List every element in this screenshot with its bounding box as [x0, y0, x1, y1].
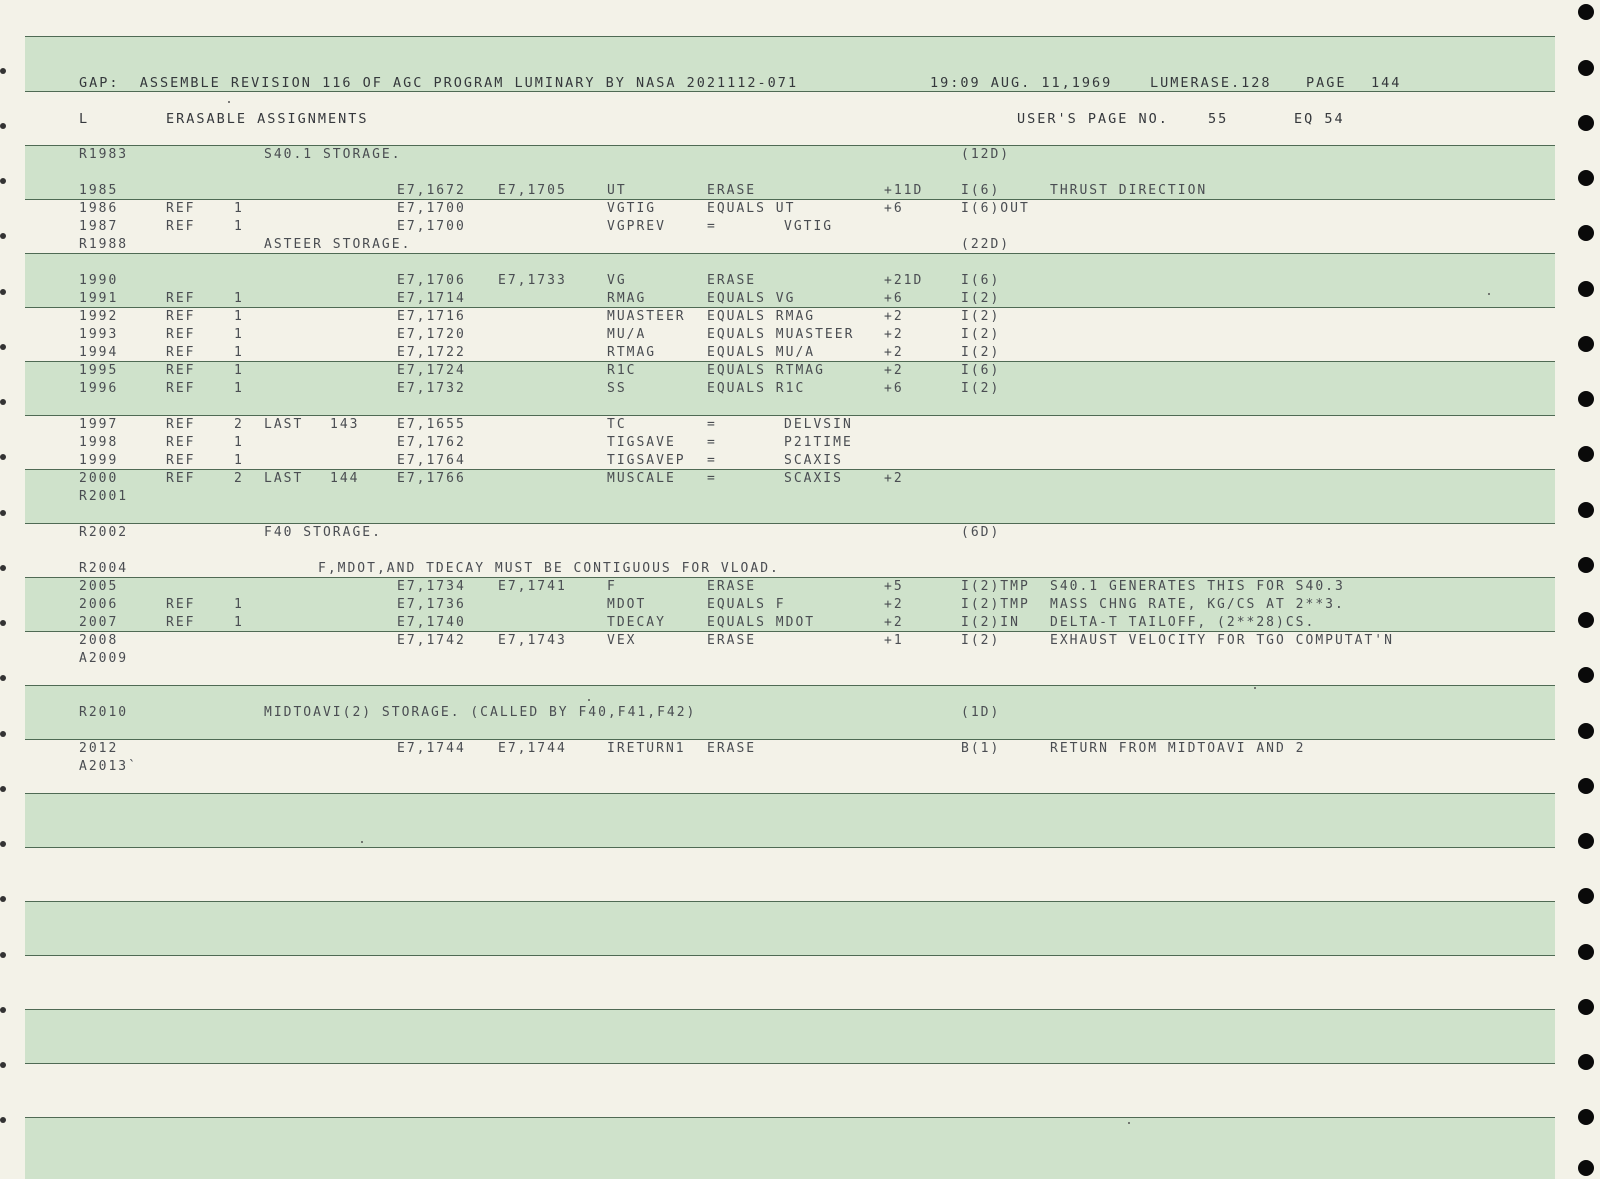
operation: EQUALS MDOT	[707, 615, 816, 630]
paper-speck	[1254, 687, 1256, 689]
location-start: E7,1716	[397, 309, 466, 324]
ref-count: 1	[234, 615, 244, 630]
operation: =	[707, 219, 717, 234]
band-rule	[25, 36, 1555, 37]
tractor-hole	[1578, 1054, 1594, 1070]
symbol: UT	[607, 183, 627, 198]
tractor-hole	[1578, 60, 1594, 76]
location-start: E7,1714	[397, 291, 466, 306]
location-start: E7,1766	[397, 471, 466, 486]
line-number: 1996	[79, 381, 119, 396]
ref-count: 1	[234, 201, 244, 216]
green-bar-band	[25, 901, 1555, 955]
type-field: I(2)TMP	[961, 597, 1030, 612]
ref-count: 1	[234, 219, 244, 234]
left-perforation	[0, 233, 6, 239]
band-rule	[25, 793, 1555, 794]
ref-count: 1	[234, 435, 244, 450]
tractor-hole	[1578, 4, 1594, 20]
tractor-hole	[1578, 944, 1594, 960]
operation: =	[707, 471, 717, 486]
line-number: R2002	[79, 525, 129, 540]
paper-speck	[1488, 293, 1490, 295]
left-perforation	[0, 123, 6, 129]
operation: ERASE	[707, 273, 757, 288]
ref-flag: REF	[166, 327, 196, 342]
ref-count: 1	[234, 291, 244, 306]
type-field: I(2)	[961, 291, 1001, 306]
location-end: E7,1743	[498, 633, 567, 648]
operation: EQUALS RTMAG	[707, 363, 825, 378]
size-field: +11D	[884, 183, 924, 198]
line-number: 2000	[79, 471, 119, 486]
tractor-hole	[1578, 612, 1594, 628]
type-field: B(1)	[961, 741, 1001, 756]
left-perforation	[0, 896, 6, 902]
size-field: +2	[884, 363, 904, 378]
size-field: +1	[884, 633, 904, 648]
assembly-line: GAP: ASSEMBLE REVISION 116 OF AGC PROGRAM LUMINARY BY NASA 2021112-071	[79, 75, 799, 91]
size-field: +21D	[884, 273, 924, 288]
ref-count: 2	[234, 471, 244, 486]
operand: SCAXIS	[784, 453, 843, 468]
line-number: R2010	[79, 705, 129, 720]
ref-flag: REF	[166, 291, 196, 306]
line-number: R2004	[79, 561, 129, 576]
size-field: +2	[884, 471, 904, 486]
line-number: 2005	[79, 579, 119, 594]
ref-flag: REF	[166, 435, 196, 450]
symbol: MU/A	[607, 327, 647, 342]
type-field: I(2)TMP	[961, 579, 1030, 594]
type-field: I(2)	[961, 327, 1001, 342]
symbol: IRETURN1	[607, 741, 686, 756]
left-perforation	[0, 510, 6, 516]
type-field: (6D)	[961, 525, 1001, 540]
tractor-hole	[1578, 723, 1594, 739]
operand: DELVSIN	[784, 417, 853, 432]
line-number: 1990	[79, 273, 119, 288]
eq-label: EQ 54	[1294, 111, 1345, 127]
left-perforation	[0, 675, 6, 681]
tractor-hole	[1578, 557, 1594, 573]
ref-flag: REF	[166, 471, 196, 486]
ref-flag: REF	[166, 453, 196, 468]
location-end: E7,1705	[498, 183, 567, 198]
band-rule	[25, 847, 1555, 848]
location-start: E7,1742	[397, 633, 466, 648]
left-perforation	[0, 841, 6, 847]
paper-speck	[228, 101, 230, 103]
band-rule	[25, 253, 1555, 254]
line-number: 1999	[79, 453, 119, 468]
location-start: E7,1740	[397, 615, 466, 630]
ref-flag: REF	[166, 417, 196, 432]
symbol: F	[607, 579, 617, 594]
tractor-hole	[1578, 336, 1594, 352]
band-rule	[25, 1117, 1555, 1118]
timestamp: 19:09 AUG. 11,1969	[930, 75, 1113, 91]
symbol: R1C	[607, 363, 637, 378]
symbol: MUSCALE	[607, 471, 676, 486]
ref-flag: REF	[166, 309, 196, 324]
left-perforation	[0, 565, 6, 571]
type-field: I(6)	[961, 273, 1001, 288]
band-rule	[25, 901, 1555, 902]
type-field: I(2)	[961, 309, 1001, 324]
remark: EXHAUST VELOCITY FOR TGO COMPUTAT'N	[1050, 633, 1394, 648]
section-comment: S40.1 STORAGE.	[264, 147, 402, 162]
remark: RETURN FROM MIDTOAVI AND 2	[1050, 741, 1306, 756]
left-perforation	[0, 1062, 6, 1068]
type-field: (22D)	[961, 237, 1011, 252]
location-start: E7,1732	[397, 381, 466, 396]
tractor-hole	[1578, 888, 1594, 904]
line-number: 2012	[79, 741, 119, 756]
ref-count: 1	[234, 327, 244, 342]
type-field: I(2)	[961, 381, 1001, 396]
green-bar-band	[25, 1117, 1555, 1179]
symbol: VGPREV	[607, 219, 666, 234]
left-perforation	[0, 289, 6, 295]
location-start: E7,1734	[397, 579, 466, 594]
left-perforation	[0, 786, 6, 792]
operation: =	[707, 435, 717, 450]
size-field: +2	[884, 345, 904, 360]
tractor-hole	[1578, 391, 1594, 407]
location-start: E7,1700	[397, 219, 466, 234]
location-start: E7,1700	[397, 201, 466, 216]
left-perforation	[0, 952, 6, 958]
operation: ERASE	[707, 183, 757, 198]
section-title: ERASABLE ASSIGNMENTS	[166, 111, 369, 127]
tractor-hole	[1578, 502, 1594, 518]
tractor-hole	[1578, 281, 1594, 297]
operation: EQUALS R1C	[707, 381, 806, 396]
log-section: LUMERASE.128	[1150, 75, 1272, 91]
line-number: 1992	[79, 309, 119, 324]
band-rule	[25, 955, 1555, 956]
remark: MASS CHNG RATE, KG/CS AT 2**3.	[1050, 597, 1345, 612]
section-comment: MIDTOAVI(2) STORAGE. (CALLED BY F40,F41,F42)	[264, 705, 697, 720]
tractor-hole	[1578, 999, 1594, 1015]
left-perforation	[0, 731, 6, 737]
ref-flag: REF	[166, 345, 196, 360]
ref-flag: REF	[166, 363, 196, 378]
symbol: VEX	[607, 633, 637, 648]
last-label: LAST	[264, 417, 304, 432]
tractor-hole	[1578, 446, 1594, 462]
ref-count: 1	[234, 381, 244, 396]
type-code: L	[79, 111, 90, 127]
band-rule	[25, 1009, 1555, 1010]
line-number: A2013`	[79, 759, 138, 774]
operand: SCAXIS	[784, 471, 843, 486]
line-number: 2007	[79, 615, 119, 630]
symbol: VGTIG	[607, 201, 657, 216]
section-comment: F40 STORAGE.	[264, 525, 382, 540]
line-number: 1995	[79, 363, 119, 378]
operation: =	[707, 453, 717, 468]
location-start: E7,1672	[397, 183, 466, 198]
ref-count: 1	[234, 345, 244, 360]
line-number: 1998	[79, 435, 119, 450]
symbol: SS	[607, 381, 627, 396]
line-number: 1986	[79, 201, 119, 216]
remark: S40.1 GENERATES THIS FOR S40.3	[1050, 579, 1345, 594]
type-field: I(6)	[961, 183, 1001, 198]
line-number: A2009	[79, 651, 129, 666]
paper-speck	[588, 699, 590, 701]
line-number: 2006	[79, 597, 119, 612]
ref-flag: REF	[166, 201, 196, 216]
left-perforation	[0, 454, 6, 460]
location-start: E7,1720	[397, 327, 466, 342]
location-start: E7,1655	[397, 417, 466, 432]
ref-flag: REF	[166, 381, 196, 396]
line-number: 1991	[79, 291, 119, 306]
ref-count: 2	[234, 417, 244, 432]
left-perforation	[0, 178, 6, 184]
ref-count: 1	[234, 309, 244, 324]
left-perforation	[0, 620, 6, 626]
remark: THRUST DIRECTION	[1050, 183, 1208, 198]
location-start: E7,1722	[397, 345, 466, 360]
comment-text: F,MDOT,AND TDECAY MUST BE CONTIGUOUS FOR VLOAD.	[318, 561, 780, 576]
ref-flag: REF	[166, 219, 196, 234]
location-end: E7,1744	[498, 741, 567, 756]
operation: EQUALS MU/A	[707, 345, 816, 360]
band-rule	[25, 1063, 1555, 1064]
size-field: +2	[884, 327, 904, 342]
location-start: E7,1764	[397, 453, 466, 468]
last-page: 143	[330, 417, 360, 432]
operation: EQUALS RMAG	[707, 309, 816, 324]
symbol: MUASTEER	[607, 309, 686, 324]
user-page-number: 55	[1208, 111, 1229, 127]
size-field: +6	[884, 291, 904, 306]
line-number: 1987	[79, 219, 119, 234]
section-comment: ASTEER STORAGE.	[264, 237, 412, 252]
line-number: R1983	[79, 147, 129, 162]
operation: =	[707, 417, 717, 432]
symbol: MDOT	[607, 597, 647, 612]
operand: VGTIG	[784, 219, 834, 234]
operation: EQUALS F	[707, 597, 786, 612]
operation: EQUALS MUASTEER	[707, 327, 855, 342]
green-bar-band	[25, 1009, 1555, 1063]
band-rule	[25, 739, 1555, 740]
left-perforation	[0, 1117, 6, 1123]
size-field: +5	[884, 579, 904, 594]
ref-count: 1	[234, 597, 244, 612]
tractor-hole	[1578, 225, 1594, 241]
green-bar-band	[25, 145, 1555, 199]
location-start: E7,1706	[397, 273, 466, 288]
user-page-label: USER'S PAGE NO.	[1017, 111, 1169, 127]
paper-speck	[361, 841, 363, 843]
page-number: 144	[1371, 75, 1402, 91]
operation: ERASE	[707, 579, 757, 594]
line-number: 1994	[79, 345, 119, 360]
size-field: +6	[884, 381, 904, 396]
type-field: (1D)	[961, 705, 1001, 720]
tractor-hole	[1578, 115, 1594, 131]
left-perforation	[0, 68, 6, 74]
ref-flag: REF	[166, 615, 196, 630]
operand: P21TIME	[784, 435, 853, 450]
green-bar-band	[25, 793, 1555, 847]
tractor-hole	[1578, 778, 1594, 794]
last-page: 144	[330, 471, 360, 486]
left-perforation	[0, 399, 6, 405]
operation: EQUALS VG	[707, 291, 796, 306]
page-label: PAGE	[1306, 75, 1347, 91]
ref-count: 1	[234, 453, 244, 468]
remark: DELTA-T TAILOFF, (2**28)CS.	[1050, 615, 1316, 630]
line-number: R2001	[79, 489, 129, 504]
location-start: E7,1724	[397, 363, 466, 378]
tractor-hole	[1578, 667, 1594, 683]
type-field: I(2)	[961, 633, 1001, 648]
type-field: I(2)IN	[961, 615, 1020, 630]
operation: EQUALS UT	[707, 201, 796, 216]
ref-count: 1	[234, 363, 244, 378]
operation: ERASE	[707, 633, 757, 648]
symbol: TDECAY	[607, 615, 666, 630]
symbol: TC	[607, 417, 627, 432]
line-number: 1993	[79, 327, 119, 342]
tractor-hole	[1578, 833, 1594, 849]
location-start: E7,1736	[397, 597, 466, 612]
green-bar-band	[25, 685, 1555, 739]
band-rule	[25, 523, 1555, 524]
size-field: +2	[884, 309, 904, 324]
symbol: TIGSAVE	[607, 435, 676, 450]
type-field: I(2)	[961, 345, 1001, 360]
line-number: R1988	[79, 237, 129, 252]
symbol: RMAG	[607, 291, 647, 306]
type-field: I(6)	[961, 363, 1001, 378]
line-number: 1985	[79, 183, 119, 198]
size-field: +2	[884, 597, 904, 612]
location-start: E7,1762	[397, 435, 466, 450]
size-field: +6	[884, 201, 904, 216]
paper-speck	[1128, 1122, 1130, 1124]
symbol: RTMAG	[607, 345, 657, 360]
symbol: TIGSAVEP	[607, 453, 686, 468]
last-label: LAST	[264, 471, 304, 486]
tractor-hole	[1578, 1160, 1594, 1176]
left-perforation	[0, 1007, 6, 1013]
band-rule	[25, 685, 1555, 686]
size-field: +2	[884, 615, 904, 630]
line-number: 1997	[79, 417, 119, 432]
location-end: E7,1733	[498, 273, 567, 288]
line-number: 2008	[79, 633, 119, 648]
location-end: E7,1741	[498, 579, 567, 594]
ref-flag: REF	[166, 597, 196, 612]
location-start: E7,1744	[397, 741, 466, 756]
symbol: VG	[607, 273, 627, 288]
tractor-hole	[1578, 170, 1594, 186]
band-rule	[25, 145, 1555, 146]
left-perforation	[0, 344, 6, 350]
type-field: (12D)	[961, 147, 1011, 162]
operation: ERASE	[707, 741, 757, 756]
type-field: I(6)OUT	[961, 201, 1030, 216]
tractor-hole	[1578, 1109, 1594, 1125]
